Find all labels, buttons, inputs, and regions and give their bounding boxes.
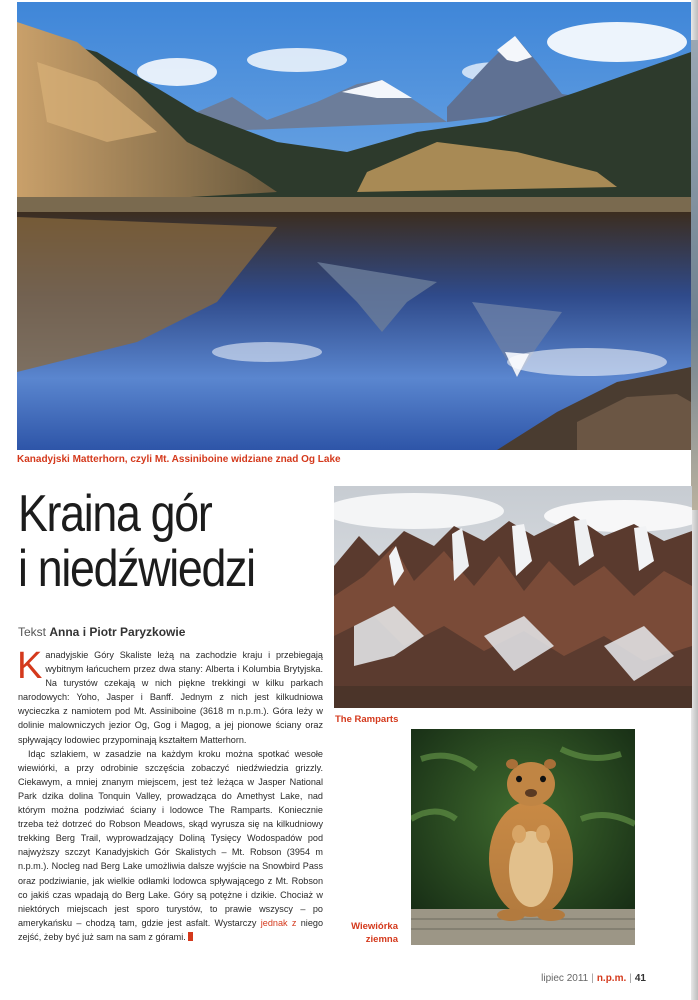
paragraph-1-text: anadyjskie Góry Skaliste leżą na zachodzie kraju i przebiegają wybitnym łańcuchem przez dwa stany: Alberta i Kolumbia Brytyjska. Na turystów czekają w nich piękne trekkingi w kilku parkach narodowych: Yoho, Jasper i Banff. Jednym z nich jest kilkudniowa wycieczka z namiotem pod Mt. Assiniboine (3618 m n.p.m.). Góra leży w dolinie malowniczych jezior Og, Gog i Magog, a jej pionowe ściany oraz spływający lodowiec przypominają kształtem Matterhorn. xyxy=(18,650,323,745)
footer-issue: lipiec 2011 xyxy=(541,973,589,984)
page-number: 41 xyxy=(634,973,646,984)
hero-photo xyxy=(17,2,691,450)
footer-separator: | xyxy=(629,973,632,984)
paragraph-2-end: niego zejść, żeby być już sam na sam z górami. xyxy=(18,917,323,942)
paragraph-2 xyxy=(18,747,323,944)
footer-separator: | xyxy=(591,973,594,984)
page-edge-tab xyxy=(691,40,698,510)
title-line-2: i niedźwiedzi xyxy=(18,540,255,598)
paragraph-2-start: Idąc szlakiem, w zasadzie na każdym kroku można spotkać wesołe wiewiórki, a przy odrobinie szczęścia zobaczyć niedźwiedzia grizzly. Ciekawym, a mniej znanym miejscem, jest też leżąca w Jasper National Park dzika dolina Tonquin Valley, prowadząca do Amethyst Lake, nad którym można podziwiać ściany i lodowce The Ramparts. Koniecznie trzeba też dotrzeć do Robson Meadows, skąd wyrusza się na kilkudniowy trekking Berg Trail, wyprowadzający Doliną Tysięcy Wodospadów pod najwyższy szczyt Kanadyjskich Gór Skalistych – Mt. Robson (3954 m n.p.m.). Nocleg nad Berg Lake umożliwia dalsze wyjście na Snowbird Pass oraz podziwianie, jak wielkie odłamki lodowca spływającego z Mt. Robson co jakiś czas wpadają do Berg Lake. Góry są potężne i dzikie. Chociaż w niektórych miejscach jest sporo turystów, to prawie wszyscy – po amerykańsku – chodzą tam, gdzie jest asfalt. Wystarczy xyxy=(18,748,323,928)
hero-caption: Kanadyjski Matterhorn, czyli Mt. Assiniboine widziane znad Og Lake xyxy=(17,454,341,465)
article-body xyxy=(17,645,323,944)
end-mark-icon xyxy=(188,932,193,941)
ramparts-photo xyxy=(334,486,692,708)
paragraph-2-highlight: jednak z xyxy=(260,917,297,928)
page-footer xyxy=(541,973,646,984)
squirrel-caption-line-2: ziemna xyxy=(365,934,398,945)
article-title xyxy=(18,487,285,597)
byline-authors: Anna i Piotr Paryzkowie xyxy=(49,625,186,639)
title-line-1: Kraina gór xyxy=(18,485,212,543)
squirrel-caption-line-1: Wiewiórka xyxy=(351,921,398,932)
drop-cap: K xyxy=(17,645,43,687)
byline-prefix: Tekst xyxy=(18,625,47,639)
squirrel-photo xyxy=(411,729,635,945)
footer-magazine: n.p.m. xyxy=(596,973,627,984)
ramparts-caption: The Ramparts xyxy=(335,714,399,725)
paragraph-1 xyxy=(17,645,323,747)
byline xyxy=(18,625,185,639)
squirrel-caption xyxy=(343,920,398,946)
